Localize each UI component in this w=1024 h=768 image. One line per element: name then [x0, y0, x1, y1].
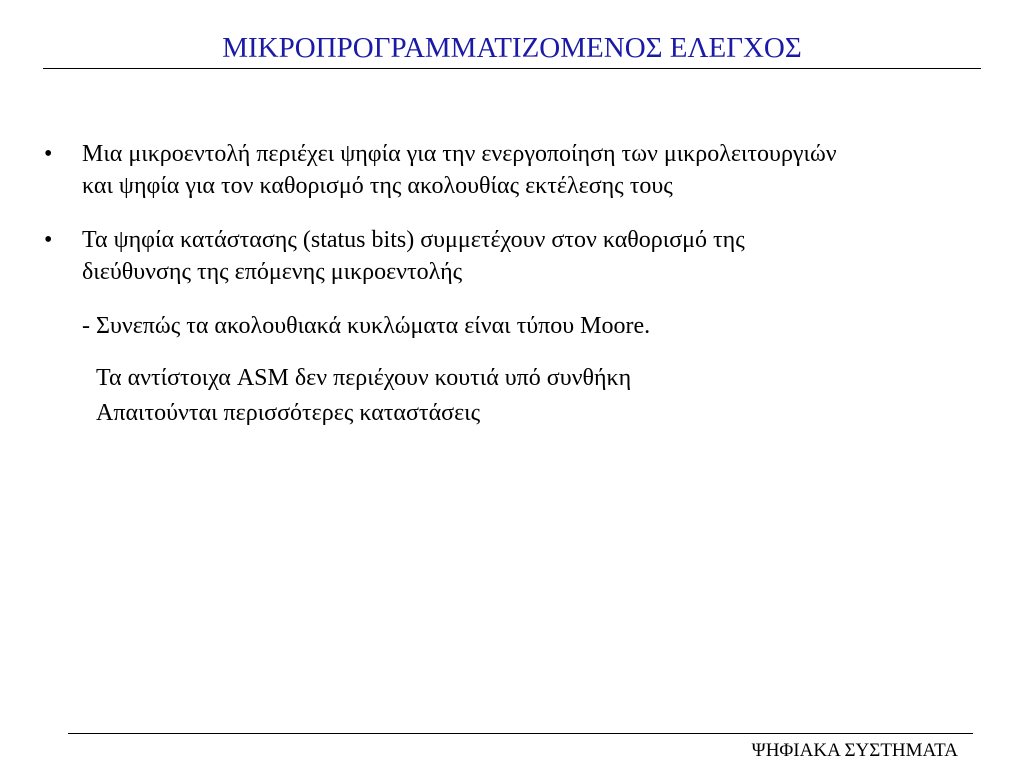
bullet-2-line-1: Τα ψηφία κατάστασης (status bits) συμμετέχουν στον καθορισμό της [82, 227, 745, 253]
title-divider [43, 68, 981, 69]
bullet-marker-1: • [44, 141, 53, 167]
note-line-1: Τα αντίστοιχα ASM δεν περιέχουν κουτιά υπό συνθήκη [96, 365, 632, 391]
slide-title: ΜΙΚΡΟΠΡΟΓΡΑΜΜΑΤΙΖΟΜΕΝΟΣ ΕΛΕΓΧΟΣ [222, 32, 802, 64]
bullet-1-line-1: Μια μικροεντολή περιέχει ψηφία για την ενεργοποίηση των μικρολειτουργιών [82, 141, 837, 167]
footer-text: ΨΗΦΙΑΚΑ ΣΥΣΤΗΜΑΤΑ [751, 740, 958, 761]
bullet-1-line-2: και ψηφία για τον καθορισμό της ακολουθίας εκτέλεσης τους [82, 173, 673, 199]
sub-note: - Συνεπώς τα ακολουθιακά κυκλώματα είναι τύπου Moore. [82, 313, 651, 339]
footer-divider [68, 733, 973, 734]
bullet-2-line-2: διεύθυνσης της επόμενης μικροεντολής [82, 259, 463, 285]
bullet-marker-2: • [44, 227, 53, 253]
note-line-2: Απαιτούνται περισσότερες καταστάσεις [96, 400, 481, 426]
